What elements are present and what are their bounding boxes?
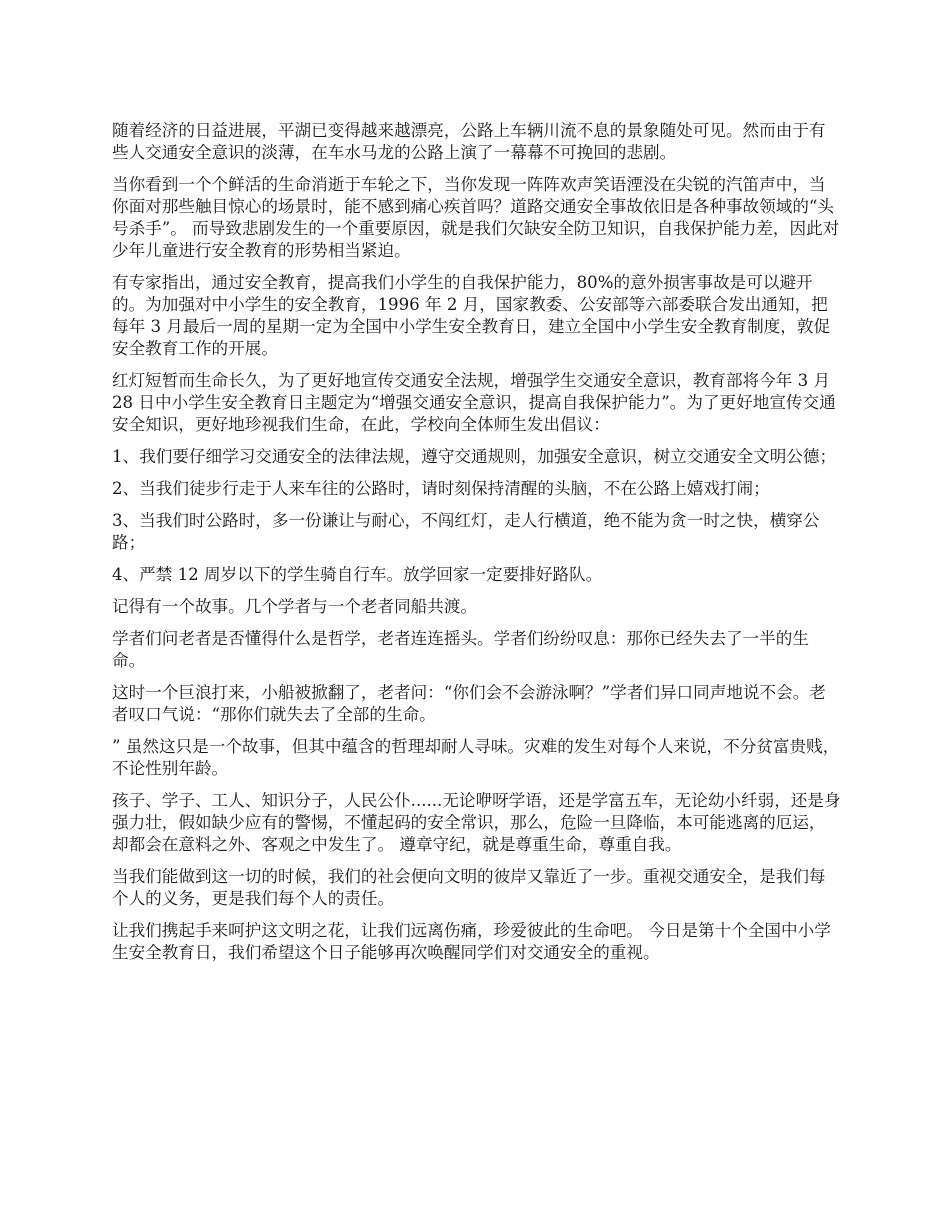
paragraph-everyone: 孩子、学子、工人、知识分子，人民公仆......无论咿呀学语，还是学富五车，无论幼小纤弱，还是身强力壮，假如缺少应有的警惕，不懂起码的安全常识，那么，危险一旦降临，本可能逃离的厄运，却都会在意料之外、客观之中发生了。 遵章守纪，就是尊重生命，尊重自我。	[112, 791, 841, 854]
paragraph-story-wave: 这时一个巨浪打来，小船被掀翻了，老者问：“你们会不会游泳啊？”学者们异口同声地说不会。老者叹口气说：“那你们就失去了全部的生命。	[112, 683, 826, 724]
paragraph-civilization: 当我们能做到这一切的时候，我们的社会便向文明的彼岸又靠近了一步。重视交通安全，是我们每个人的义务，更是我们每个人的责任。	[112, 867, 826, 908]
document-body	[112, 120, 842, 974]
paragraph-story-moral: ” 虽然这只是一个故事，但其中蕴含的哲理却耐人寻味。灾难的发生对每个人来说，不分贫富贵贱，不论性别年龄。	[112, 737, 840, 778]
proposal-item-3: 3、当我们时公路时，多一份谦让与耐心，不闯红灯，走人行横道，绝不能为贪一时之快，横穿公路；	[112, 511, 820, 552]
paragraph-story-philosophy: 学者们问老者是否懂得什么是哲学，老者连连摇头。学者们纷纷叹息：那你已经失去了一半的生命。	[112, 629, 809, 670]
paragraph-tragedy: 当你看到一个个鲜活的生命消逝于车轮之下，当你发现一阵阵欢声笑语湮没在尖锐的汽笛声中，当你面对那些触目惊心的场景时，能不感到痛心疾首吗？道路交通安全事故依旧是各种事故领域的“头号杀手”。 而导致悲剧发生的一个重要原因，就是我们欠缺安全防卫知识，自我保护能力差，因此对少年儿童进行安全教育的形势相当紧迫。	[112, 175, 840, 260]
paragraph-closing: 让我们携起手来呵护这文明之花，让我们远离伤痛，珍爱彼此的生命吧。 今日是第十个全国中小学生安全教育日，我们希望这个日子能够再次唤醒同学们对交通安全的重视。	[112, 921, 831, 962]
paragraph-story-start: 记得有一个故事。几个学者与一个老者同船共渡。	[112, 597, 478, 616]
proposal-item-4: 4、严禁 12 周岁以下的学生骑自行车。放学回家一定要排好路队。	[112, 565, 603, 584]
paragraph-intro: 随着经济的日益进展，平湖已变得越来越漂亮，公路上车辆川流不息的景象随处可见。然而由于有些人交通安全意识的淡薄，在车水马龙的公路上演了一幕幕不可挽回的悲剧。	[112, 121, 826, 162]
paragraph-theme: 红灯短暂而生命长久，为了更好地宣传交通安全法规，增强学生交通安全意识，教育部将今年 3 月 28 日中小学生安全教育日主题定为“增强交通安全意识，提高自我保护能力”。为了更好地宣传交通安全知识，更好地珍视我们生命，在此，学校向全体师生发出倡议：	[112, 371, 836, 434]
proposal-item-2: 2、当我们徒步行走于人来车往的公路时，请时刻保持清醒的头脑，不在公路上嬉戏打闹；	[112, 479, 770, 498]
paragraph-expert: 有专家指出，通过安全教育，提高我们小学生的自我保护能力，80%的意外损害事故是可以避开的。为加强对中小学生的安全教育，1996 年 2 月，国家教委、公安部等六部委联合发出通知，把每年 3 月最后一周的星期一定为全国中小学生安全教育日，建立全国中小学生安全教育制度，敦促安全教育工作的开展。	[112, 273, 831, 358]
proposal-item-1: 1、我们要仔细学习交通安全的法律法规，遵守交通规则，加强安全意识，树立交通安全文明公德；	[112, 447, 837, 466]
